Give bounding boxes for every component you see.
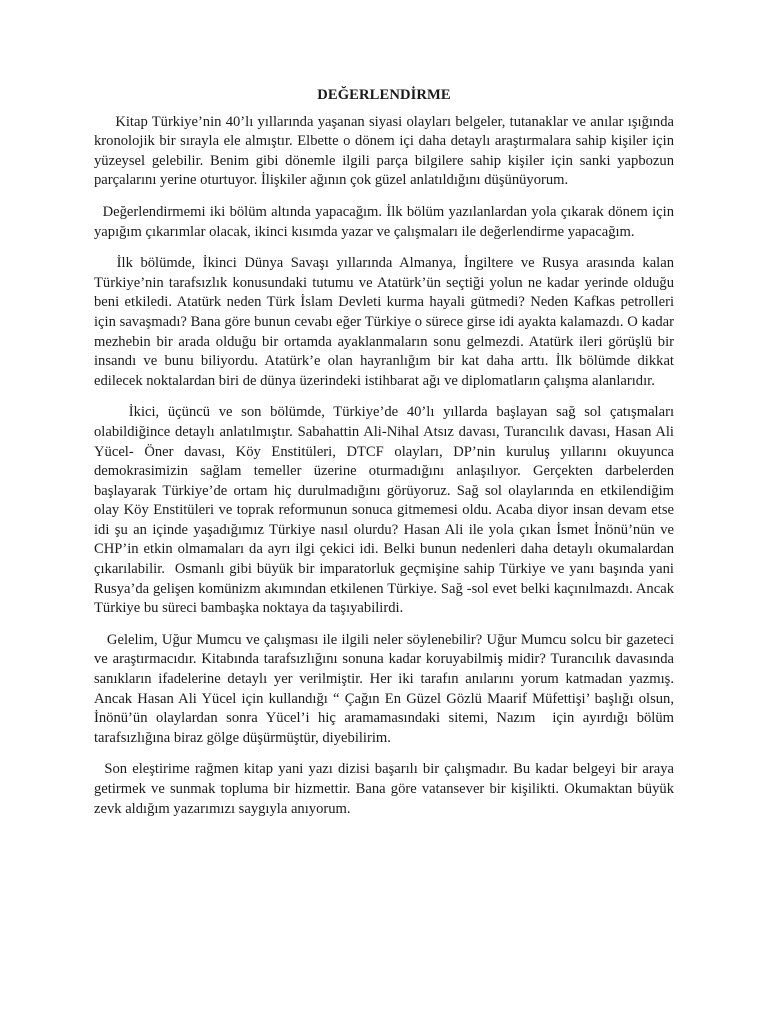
paragraph-author: Gelelim, Uğur Mumcu ve çalışması ile ilgili neler söylenebilir? Uğur Mumcu solcu bir gazeteci ve araştırmacıdır. Kitabında tarafsızlığını sonuna kadar koruyabilmiş midir? Turancılık davasında sanıkların ifadelerine detaylı yer verilmiştir. Her iki tarafın anılarını yorum katmadan yazmış. Ancak Hasan Ali Yücel için kullandığı “ Çağın En Güzel Gözlü Maarif Müfettişi’ başlığı olsun, İnönü’ün olaylardan sonra Yücel’i hiç aramamasındaki sitemi, Nazım için ayırdığı bölüm tarafsızlığına biraz gölge düşürmüştür, diyebilirim. — [94, 631, 674, 746]
paragraph-conclusion: Son eleştirime rağmen kitap yani yazı dizisi başarılı bir çalışmadır. Bu kadar belgeyi bir araya getirmek ve sunmak topluma bir hizmettir. Bana göre vatansever bir kişilikti. Okumaktan büyük zevk aldığım yazarımızı saygıyla anıyorum. — [94, 761, 674, 817]
document-body — [94, 86, 674, 819]
paragraph-plan: Değerlendirmemi iki bölüm altında yapacağım. İlk bölüm yazılanlardan yola çıkarak dönem için yapığım çıkarımlar olacak, ikinci kısımda yazar ve çalışmaları ile değerlendirme yapacağım. — [94, 203, 674, 240]
paragraph-first-section: İlk bölümde, İkinci Dünya Savaşı yıllarında Almanya, İngiltere ve Rusya arasında kalan Türkiye’nin tarafsızlık konusundaki tutumu ve Atatürk’ün seçtiği yolun ne kadar yerinde olduğu beni etkiledi. Atatürk neden Türk İslam Devleti kurma hayali gütmedi? Neden Kafkas petrolleri için savaşmadı? Bana göre bunun cevabı eğer Türkiye o sürece girse idi ayakta kalamazdı. O kadar mezhebin bir arada olduğu bir ortamda ayaklanmaların sonu gelmezdi. Atatürk ileri görüşlü bir insandı ve bunu biliyordu. Atatürk’e olan hayranlığım bir kat daha arttı. İlk bölümde dikkat edilecek noktalardan biri de dünya üzerindeki istihbarat ağı ve diplomatların çalışma alanlarıdır. — [94, 255, 674, 389]
paragraph-intro: Kitap Türkiye’nin 40’lı yıllarında yaşanan siyasi olayları belgeler, tutanaklar ve anılar ışığında kronolojik bir sırayla ele almıştır. Elbette o dönem içi daha detaylı araştırmalara sahip kişiler için yüzeysel gelebilir. Benim gibi dönemle ilgili parça bilgilere sahip kişiler için sanki yapbozun parçalarını yerine oturtuyor. İlişkiler ağının çok güzel anlatıldığını düşünüyorum. — [94, 113, 674, 189]
document-title: DEĞERLENDİRME — [317, 87, 451, 103]
paragraph-second-section: İkici, üçüncü ve son bölümde, Türkiye’de 40’lı yıllarda başlayan sağ sol çatışmaları olabildiğince detaylı anlatılmıştır. Sabahattin Ali-Nihal Atsız davası, Turancılık davası, Hasan Ali Yücel- Öner davası, Köy Enstitüleri, DTCF olayları, DP’nin kuruluş yıllarını okuyunca demokrasimizin sağlam temeller üzerine oturmadığını anlaşılıyor. Gerçekten darbelerden başlayarak Türkiye’de ortam hiç durulmadığını görüyoruz. Sağ sol olaylarında en etkilendiğim olay Köy Enstitüleri ve toprak reformunun sonuca gitmemesi oldu. Acaba diyor insan devam etse idi şu an içinde yaşadığımız Türkiye nasıl olurdu? Hasan Ali ile yola çıkan İsmet İnönü’nün ve CHP’in etkin olmamaları da ayrı ilgi çekici idi. Belki bunun nedenleri daha detaylı okumalardan çıkarılabilir. Osmanlı gibi büyük bir imparatorluk geçmişine sahip Türkiye ve yanı başında yani Rusya’da gelişen komünizm akımından etkilenen Türkiye. Sağ -sol evet belki kaçınılmazdı. Ancak Türkiye bu süreci bambaşka noktaya da taşıyabilirdi. — [94, 404, 674, 617]
